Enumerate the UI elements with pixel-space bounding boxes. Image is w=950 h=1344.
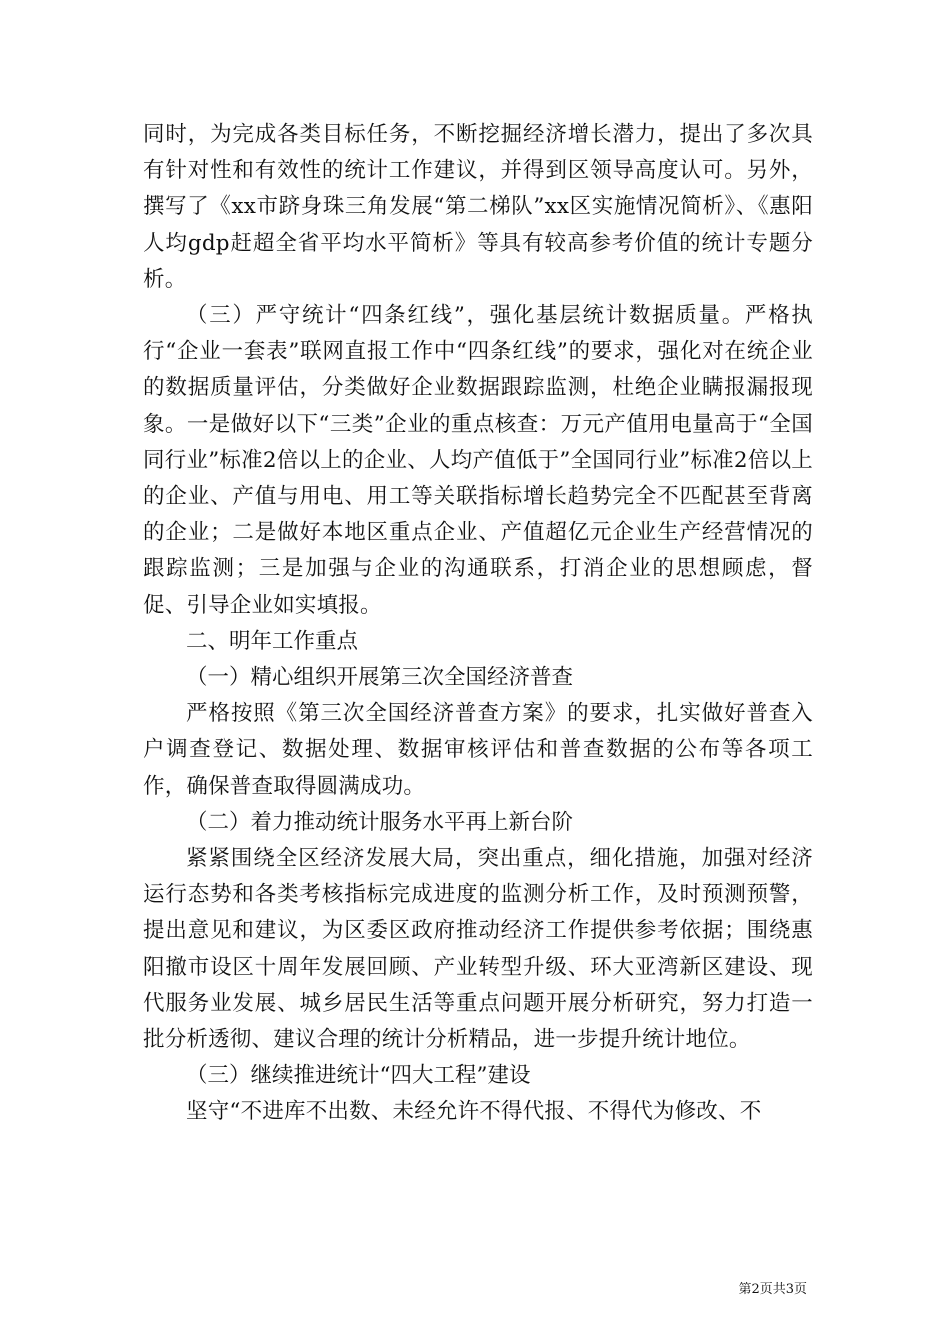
section-heading-next-year: 二、明年工作重点 [186, 628, 359, 654]
subheading-four-projects: （三）继续推进统计“四大工程”建设 [186, 1063, 531, 1089]
document-body [143, 117, 813, 1131]
page-number: 第2页共3页 [738, 1282, 807, 1297]
paragraph-red-lines: （三）严守统计“四条红线”，强化基层统计数据质量。严格执行“企业一套表”联网直报工作中“四条红线”的要求，强化对在统企业的数据质量评估，分类做好企业数据跟踪监测，杜绝企业瞒报漏报现象。一是做好以下“三类”企业的重点核查：万元产值用电量高于“全国同行业”标准2倍以上的企业、人均产值低于”全国同行业”标准2倍以上的企业、产值与用电、用工等关联指标增长趋势完全不匹配甚至背离的企业；二是做好本地区重点企业、产值超亿元企业生产经营情况的跟踪监测；三是加强与企业的沟通联系，打消企业的思想顾虑，督促、引导企业如实填报。 [143, 303, 813, 618]
paragraph-four-projects: 坚守“不进库不出数、未经允许不得代报、不得代为修改、不 [186, 1099, 762, 1125]
subheading-economic-census: （一）精心组织开展第三次全国经济普查 [186, 665, 574, 691]
subheading-service-level: （二）着力推动统计服务水平再上新台阶 [186, 809, 574, 835]
paragraph-service-level: 紧紧围绕全区经济发展大局，突出重点，细化措施，加强对经济运行态势和各类考核指标完成进度的监测分析工作，及时预测预警，提出意见和建议，为区委区政府推动经济工作提供参考依据；围绕惠阳撤市设区十周年发展回顾、产业转型升级、环大亚湾新区建设、现代服务业发展、城乡居民生活等重点问题开展分析研究，努力打造一批分析透彻、建议合理的统计分析精品，进一步提升统计地位。 [143, 846, 813, 1053]
paragraph-economic-census: 严格按照《第三次全国经济普查方案》的要求，扎实做好普查入户调查登记、数据处理、数据审核评估和普查数据的公布等各项工作，确保普查取得圆满成功。 [143, 701, 813, 799]
paragraph-continuation: 同时，为完成各类目标任务，不断挖掘经济增长潜力，提出了多次具有针对性和有效性的统计工作建议，并得到区领导高度认可。另外，撰写了《xx市跻身珠三角发展“第二梯队”xx区实施情况简析》、《惠阳人均gdp赶超全省平均水平简析》等具有较高参考价值的统计专题分析。 [143, 122, 813, 292]
